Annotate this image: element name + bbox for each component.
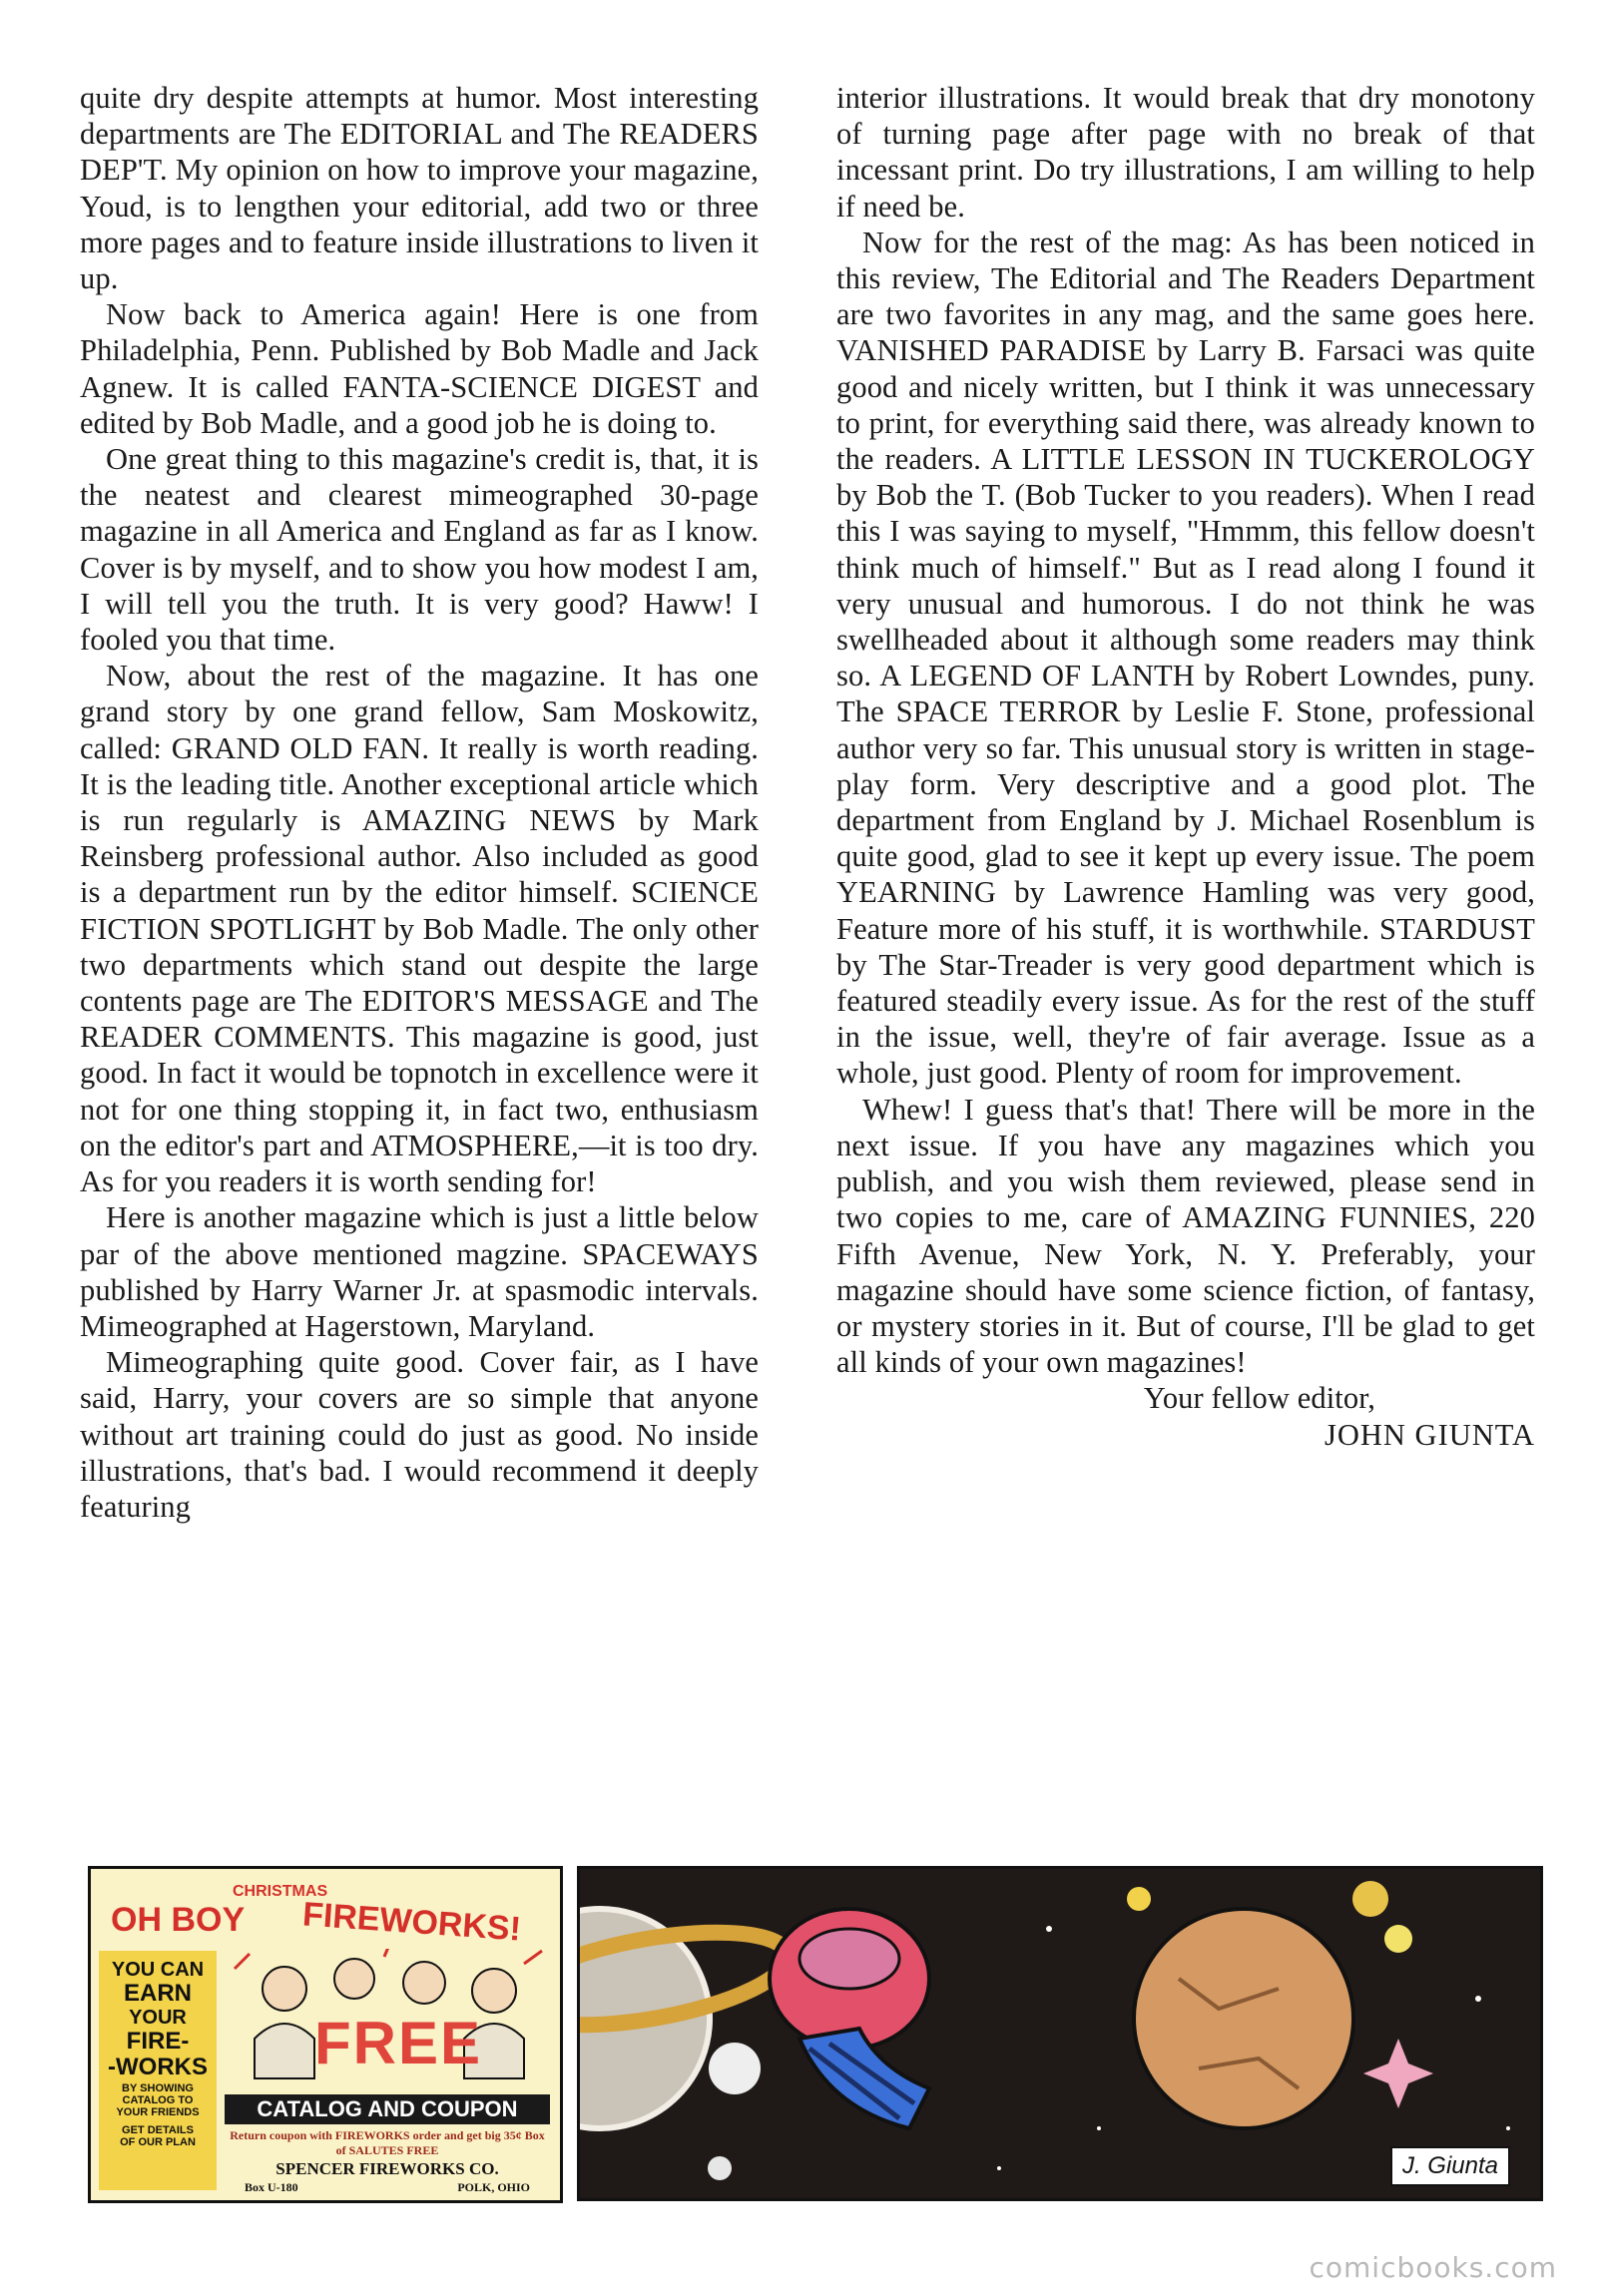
paragraph: Here is another magazine which is just a little below par of the above mentioned magzine. SPACEWAYS published by Harry Warner Jr. at spasmodic intervals. Mimeographed at Hagerstown, Maryland.	[80, 1200, 759, 1343]
paragraph: One great thing to this magazine's credit is, that, it is the neatest and clearest mimeographed 30-page magazine in all America and England as far as I know. Cover is by myself, and to show you how modest I am, I will tell you the truth. It is very good? Haww! I fooled you that time.	[80, 442, 759, 658]
signature: JOHN GIUNTA	[1324, 1417, 1535, 1452]
ad-left-line: YOU CAN	[111, 1959, 205, 1981]
ad-company	[225, 2160, 550, 2196]
space-illustration-panel	[577, 1866, 1543, 2201]
paragraph: quite dry despite attempts at humor. Most interesting departments are The EDITORIAL and The READERS DEP'T. My opinion on how to improve your magazine, Youd, is to lengthen your editorial, add two or three more pages and to feature inside illustrations to liven it up.	[80, 81, 759, 296]
ad-oh-boy: OH BOY	[111, 1901, 246, 1939]
ad-left-line: -WORKS	[108, 2054, 208, 2080]
ad-earn-panel	[99, 1951, 217, 2190]
ad-left-line: BY SHOWING CATALOG TO YOUR FRIENDS	[116, 2082, 200, 2118]
fireworks-advertisement	[88, 1866, 563, 2203]
paragraph: interior illustrations. It would break that dry monotony of turning page after page with no break of that incessant print. Do try illustrations, I am willing to help if need be.	[836, 81, 1535, 224]
left-text-column	[80, 80, 759, 1525]
ad-header	[103, 1879, 552, 1949]
right-text-column	[836, 80, 1535, 1453]
ad-left-line: FIRE-	[126, 2028, 190, 2055]
closing-line: Your fellow editor,	[1143, 1381, 1375, 1416]
site-watermark: comicbooks.com	[1309, 2251, 1557, 2284]
ad-christmas: CHRISTMAS	[233, 1883, 328, 1900]
ad-town: POLK, OHIO	[457, 2180, 530, 2194]
ad-left-line: YOUR	[129, 2007, 187, 2029]
ad-left-line: GET DETAILS OF OUR PLAN	[120, 2124, 196, 2148]
ad-company-name: SPENCER FIREWORKS CO.	[275, 2159, 499, 2178]
ad-left-line: EARN	[123, 1980, 192, 2007]
ad-fine-print: Return coupon with FIREWORKS order and get big 35¢ Box of SALUTES FREE	[230, 2128, 545, 2157]
paragraph: Now back to America again! Here is one from Philadelphia, Penn. Published by Bob Madle and Jack Agnew. It is called FANTA-SCIENCE DIGEST and edited by Bob Madle, and a good job he is doing to.	[80, 297, 759, 440]
ad-address	[225, 2178, 550, 2196]
paragraph: Now for the rest of the mag: As has been noticed in this review, The Editorial and The Readers Department are two favorites in any mag, and the same goes here. VANISHED PARADISE by Larry B. Farsaci was quite good and nicely written, but I think it was unnecessary to print, for everything said there, was already known to the readers. A LITTLE LESSON IN TUCKEROLOGY by Bob the T. (Bob Tucker to you readers). When I read this I was saying to myself, "Hmmm, this fellow doesn't think much of himself." But as I read along I found it very unusual and humorous. I do not think he was swellheaded about it although some readers may think so. A LEGEND OF LANTH by Robert Lowndes, puny. The SPACE TERROR by Leslie F. Stone, professional author very so far. This unusual story is written in stage-play form. Very descriptive and a good plot. The department from England by J. Michael Rosenblum is quite good, glad to see it kept up every issue. The poem YEARNING by Lawrence Hamling was very good, Feature more of his stuff, it is worthwhile. STARDUST by The Star-Treader is very good department which is featured steadily every issue. As for the rest of the stuff in the issue, well, they're of fair average. Issue as a whole, just good. Plenty of room for improvement.	[836, 225, 1535, 1091]
ad-box: Box U-180	[245, 2180, 298, 2194]
paragraph: Now, about the rest of the magazine. It has one grand story by one grand fellow, Sam Moskowitz, called: GRAND OLD FAN. It really is worth reading. It is the leading title. Another exceptional article which is run regularly is AMAZING NEWS by Mark Reinsberg professional author. Also included as good is a department run by the editor himself. SCIENCE FICTION SPOTLIGHT by Bob Madle. The only other two departments which stand out despite the large contents page are The EDITOR'S MESSAGE and The READER COMMENTS. This magazine is good, just good. In fact it would be topnotch in excellence were it not for one thing stopping it, in fact two, enthusiasm on the editor's part and ATMOSPHERE,—it is too dry. As for you readers it is worth sending for!	[80, 659, 759, 1199]
ad-free-text: FREE	[314, 2010, 483, 2076]
ad-catalog-banner: CATALOG AND COUPON	[225, 2094, 550, 2124]
ad-main-area	[225, 1949, 550, 2192]
paragraph: Mimeographing quite good. Cover fair, as I have said, Harry, your covers are so simple that anyone without art training could do just as good. No inside illustrations, that's bad. I would recommend it deeply featuring	[80, 1345, 759, 1524]
ad-fireworks-title: FIREWORKS!	[300, 1895, 523, 1949]
artist-credit: J. Giunta	[1390, 2146, 1510, 2186]
paragraph: Whew! I guess that's that! There will be more in the next issue. If you have any magazines which you publish, and you wish them reviewed, please send in two copies to me, care of AMAZING FUNNIES, 220 Fifth Avenue, New York, N. Y. Preferably, your magazine should have some science fiction, of fantasy, or mystery stories in it. But of course, I'll be glad to get all kinds of your own magazines!	[836, 1092, 1535, 1380]
